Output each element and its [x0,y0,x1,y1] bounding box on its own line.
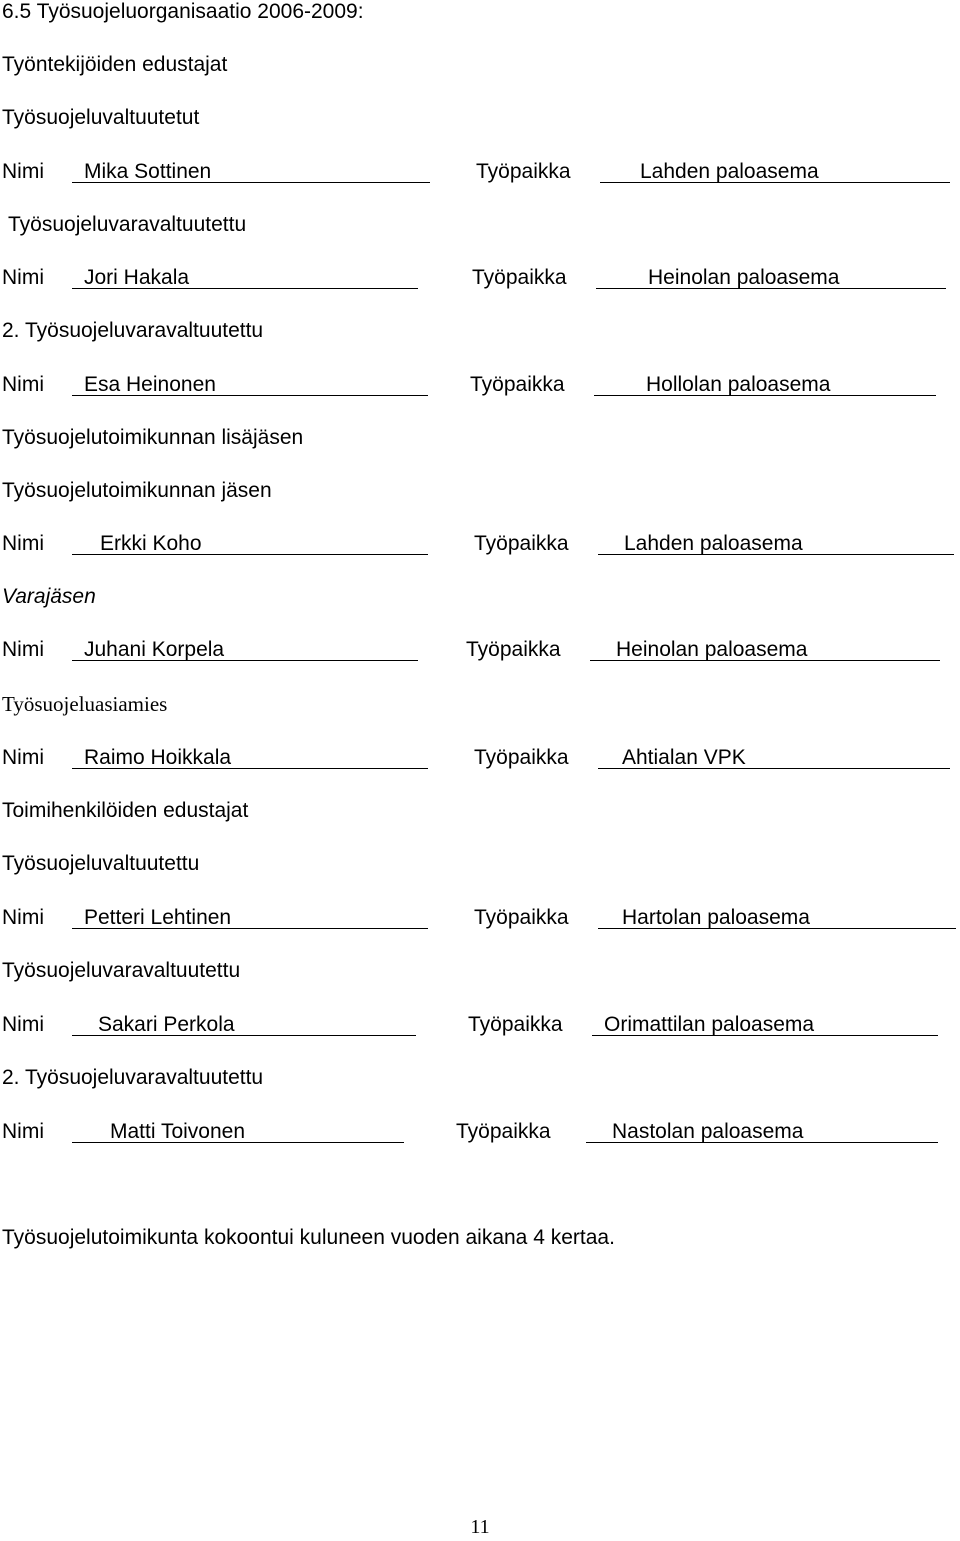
name-label: Nimi [2,1120,44,1143]
section-th-valtuutettu: Työsuojeluvaltuutettu [2,852,200,875]
page-number: 11 [470,1516,490,1538]
section-varajasen: Varajäsen [2,585,96,608]
name-field: Mika Sottinen [72,160,430,183]
name-field: Juhani Korpela [72,638,418,661]
section-asiamies: Työsuojeluasiamies [2,692,168,716]
workplace-field: Lahden paloasema [600,160,950,183]
name-field: Sakari Perkola [72,1013,416,1036]
name-label: Nimi [2,266,44,289]
workplace-label: Työpaikka [466,638,561,661]
workplace-label: Työpaikka [456,1120,551,1143]
section-varavaltuutettu: Työsuojeluvaravaltuutettu [8,213,247,236]
section-jasen: Työsuojelutoimikunnan jäsen [2,479,272,502]
name-label: Nimi [2,746,44,769]
section-th-varavaltuutettu: Työsuojeluvaravaltuutettu [2,959,241,982]
workplace-label: Työpaikka [472,266,567,289]
name-field: Jori Hakala [72,266,418,289]
workplace-field: Orimattilan paloasema [592,1013,938,1036]
meeting-summary: Työsuojelutoimikunta kokoontui kuluneen vuoden aikana 4 kertaa. [2,1226,615,1249]
name-label: Nimi [2,373,44,396]
workplace-label: Työpaikka [474,532,569,555]
page-heading: 6.5 Työsuojeluorganisaatio 2006-2009: [2,0,364,23]
section-lisajasen: Työsuojelutoimikunnan lisäjäsen [2,426,304,449]
name-field: Matti Toivonen [72,1120,404,1143]
name-label: Nimi [2,160,44,183]
section-toimihenkiloiden-edustajat: Toimihenkilöiden edustajat [2,799,249,822]
workplace-label: Työpaikka [474,906,569,929]
name-field: Erkki Koho [72,532,428,555]
name-label: Nimi [2,906,44,929]
name-field: Raimo Hoikkala [72,746,428,769]
section-2-varavaltuutettu: 2. Työsuojeluvaravaltuutettu [2,319,264,342]
workplace-field: Heinolan paloasema [596,266,946,289]
workplace-label: Työpaikka [468,1013,563,1036]
workplace-label: Työpaikka [474,746,569,769]
workplace-field: Nastolan paloasema [586,1120,938,1143]
workplace-field: Heinolan paloasema [590,638,940,661]
section-tyontekijoiden-edustajat: Työntekijöiden edustajat [2,53,228,76]
workplace-label: Työpaikka [476,160,571,183]
section-th-2-varavaltuutettu: 2. Työsuojeluvaravaltuutettu [2,1066,264,1089]
workplace-field: Ahtialan VPK [598,746,950,769]
workplace-label: Työpaikka [470,373,565,396]
workplace-field: Lahden paloasema [598,532,954,555]
workplace-field: Hartolan paloasema [598,906,956,929]
name-label: Nimi [2,532,44,555]
name-field: Esa Heinonen [72,373,428,396]
name-label: Nimi [2,638,44,661]
name-label: Nimi [2,1013,44,1036]
name-field: Petteri Lehtinen [72,906,428,929]
workplace-field: Hollolan paloasema [594,373,936,396]
section-tyosuojeluvaltuutetut: Työsuojeluvaltuutetut [2,106,200,129]
